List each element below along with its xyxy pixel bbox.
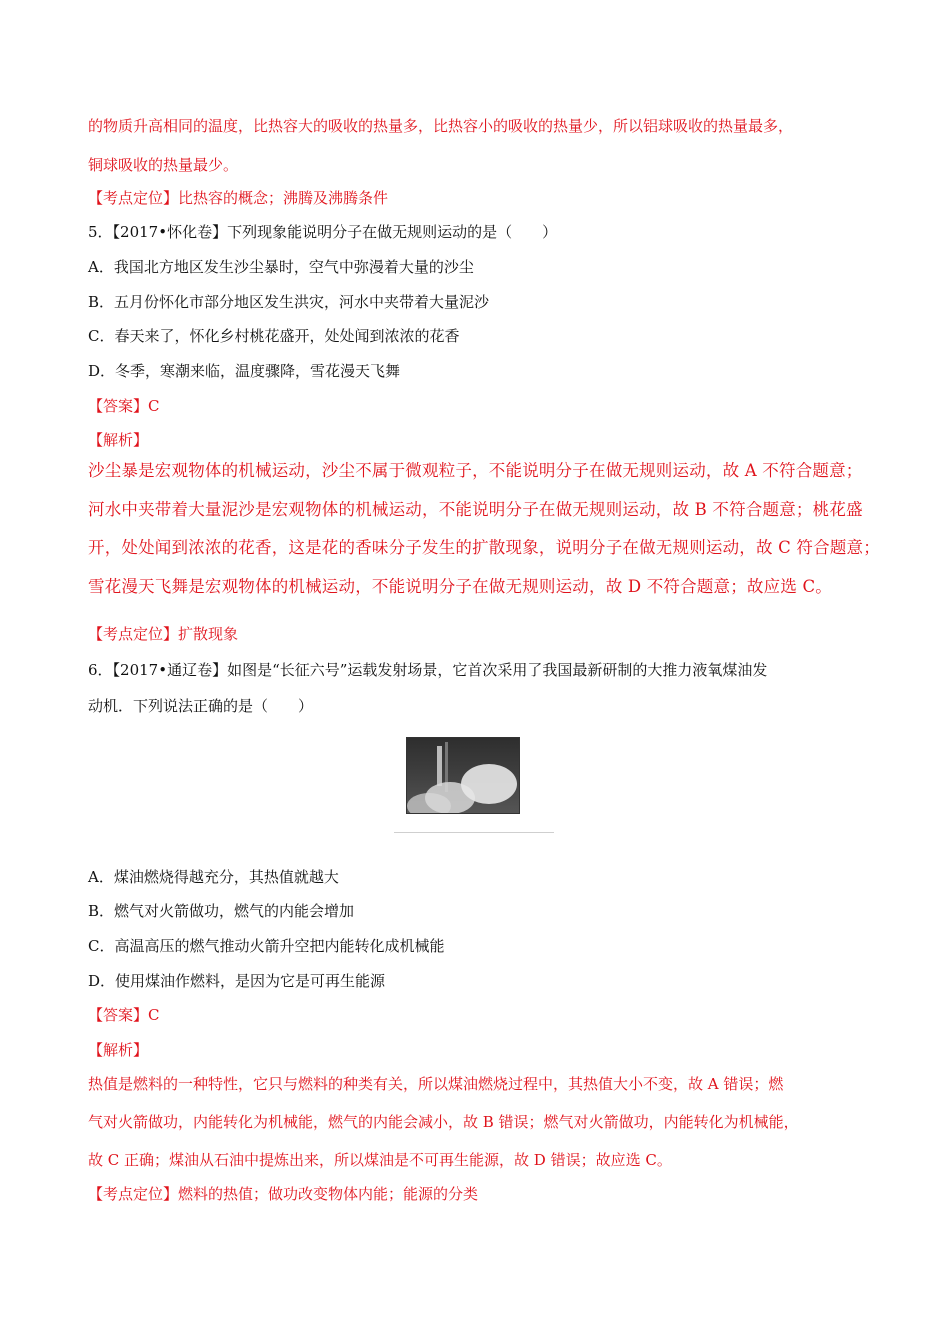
q6-analysis-line-1: 热值是燃料的一种特性，它只与燃料的种类有关，所以煤油燃烧过程中，其热值大小不变，故 A 错误；燃: [88, 1075, 784, 1093]
q5-analysis-line-3: 开，处处闻到浓浓的花香，这是花的香味分子发生的扩散现象，说明分子在做无规则运动，故 C 符合题意；: [88, 538, 880, 557]
q6-analysis-line-3: 故 C 正确；煤油从石油中提炼出来，所以煤油是不可再生能源，故 D 错误；故应选 C。: [88, 1151, 672, 1169]
q5-option-a: A．我国北方地区发生沙尘暴时，空气中弥漫着大量的沙尘: [88, 258, 474, 276]
q5-option-d: D．冬季，寒潮来临，温度骤降，雪花漫天飞舞: [88, 362, 401, 380]
q6-stem-line-2: 动机．下列说法正确的是（ ）: [88, 697, 314, 715]
q5-option-b: B．五月份怀化市部分地区发生洪灾，河水中夹带着大量泥沙: [88, 293, 490, 311]
prev-explanation-line-1: 的物质升高相同的温度，比热容大的吸收的热量多，比热容小的吸收的热量少，所以铝球吸收的热量最多，: [88, 117, 794, 135]
prev-explanation-line-2: 铜球吸收的热量最少。: [88, 156, 239, 174]
rocket: [437, 746, 442, 786]
q5-analysis-label: 【解析】: [88, 431, 149, 449]
q6-kaodian: 【考点定位】燃料的热值；做功改变物体内能；能源的分类: [88, 1185, 479, 1203]
rocket-launch-photo: [406, 737, 520, 814]
q5-stem: 5．【2017•怀化卷】下列现象能说明分子在做无规则运动的是（ ）: [88, 223, 558, 241]
q5-analysis-line-1: 沙尘暴是宏观物体的机械运动，沙尘不属于微观粒子，不能说明分子在做无规则运动，故 A 不符合题意；: [88, 461, 863, 480]
q6-option-d: D．使用煤油作燃料，是因为它是可再生能源: [88, 972, 386, 990]
q5-analysis-line-4: 雪花漫天飞舞是宏观物体的机械运动，不能说明分子在做无规则运动，故 D 不符合题意；故应选 C。: [88, 577, 832, 596]
smoke-cloud: [461, 764, 517, 804]
q5-kaodian: 【考点定位】扩散现象: [88, 625, 239, 643]
q6-option-b: B．燃气对火箭做功，燃气的内能会增加: [88, 902, 355, 920]
q6-analysis-label: 【解析】: [88, 1041, 149, 1059]
q6-stem-line-1: 6．【2017•通辽卷】如图是“长征六号”运载发射场景，它首次采用了我国最新研制的大推力液氧煤油发: [88, 661, 768, 679]
q6-option-a: A．煤油燃烧得越充分，其热值就越大: [88, 868, 339, 886]
q5-analysis-line-2: 河水中夹带着大量泥沙是宏观物体的机械运动，不能说明分子在做无规则运动，故 B 不符合题意；桃花盛: [88, 500, 863, 519]
prev-kaodian: 【考点定位】比热容的概念；沸腾及沸腾条件: [88, 189, 389, 207]
q5-answer: 【答案】C: [88, 397, 160, 415]
q6-analysis-line-2: 气对火箭做功，内能转化为机械能，燃气的内能会减小，故 B 错误；燃气对火箭做功，内能转化为机械能，: [88, 1113, 799, 1131]
q5-option-c: C．春天来了，怀化乡村桃花盛开，处处闻到浓浓的花香: [88, 327, 460, 345]
q6-option-c: C．高温高压的燃气推动火箭升空把内能转化成机械能: [88, 937, 445, 955]
q6-answer: 【答案】C: [88, 1006, 160, 1024]
rocket-launch-image: [394, 728, 554, 833]
